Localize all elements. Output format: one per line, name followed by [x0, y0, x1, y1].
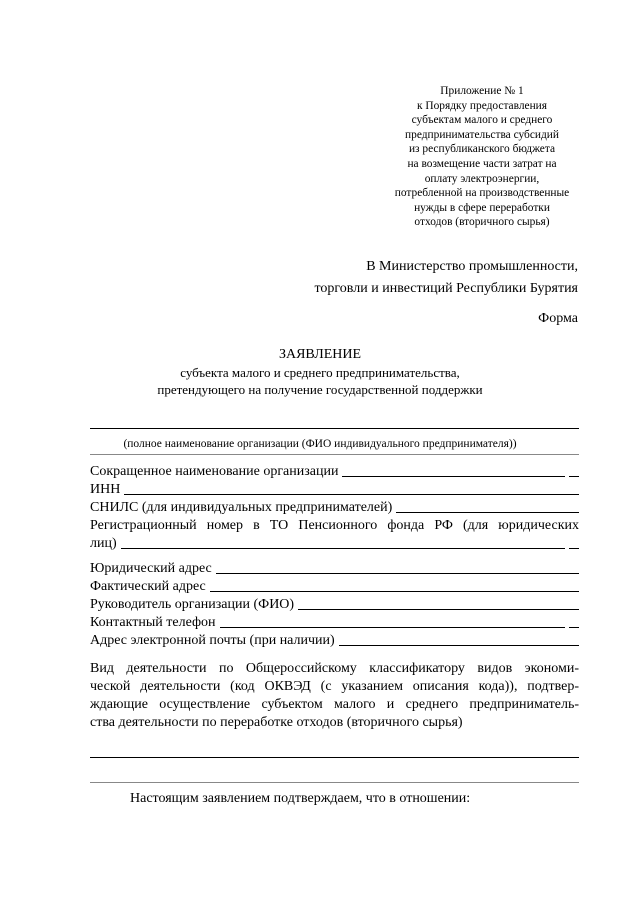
phone-field[interactable]: [90, 613, 579, 631]
email-label: Адрес электронной почты (при наличии): [90, 633, 335, 648]
phone-label: Контактный телефон: [90, 615, 216, 630]
okved-line: ческой деятельности (код ОКВЭД (с указанием описания кода)), подтвер-: [90, 679, 579, 694]
appendix-line: на возмещение части затрат на: [407, 157, 557, 170]
appendix-line: потребленной на производственные: [394, 187, 570, 200]
fields-group-2: [90, 559, 579, 649]
addressee: [314, 256, 578, 300]
email-input[interactable]: [339, 632, 579, 646]
appendix-line: к Порядку предоставления: [416, 99, 548, 112]
subtitle-line: субъекта малого и среднего предпринимательства,: [180, 365, 460, 380]
short-name-field[interactable]: [90, 462, 579, 480]
head-field[interactable]: [90, 595, 579, 613]
addressee-line: В Министерство промышленности,: [366, 259, 578, 274]
reg-number-input[interactable]: [121, 535, 565, 549]
reg-number-label-cont: лиц): [90, 536, 117, 551]
line-tail: [569, 463, 579, 477]
org-name-line[interactable]: [90, 428, 579, 429]
appendix-line: предпринимательства субсидий: [405, 128, 559, 141]
okved-paragraph: [90, 660, 579, 732]
document-subtitle: [0, 364, 640, 398]
appendix-line: нужды в сфере переработки: [414, 201, 550, 214]
line-tail: [569, 535, 579, 549]
inn-input[interactable]: [124, 481, 579, 495]
addressee-line: торговли и инвестиций Республики Бурятия: [314, 281, 578, 296]
actual-address-input[interactable]: [210, 578, 579, 592]
confirmation-text: Настоящим заявлением подтверждаем, что в отношении:: [130, 791, 471, 806]
appendix-line: из республиканского бюджета: [408, 143, 556, 156]
appendix-header: [360, 84, 604, 230]
reg-number-field[interactable]: [90, 534, 579, 552]
okved-line: ждающие осуществление субъектом малого и среднего предприниматель-: [90, 697, 579, 712]
okved-line: ства деятельности по переработке отходов (вторичного сырья): [90, 715, 463, 730]
okved-answer-line[interactable]: [90, 757, 579, 758]
head-label: Руководитель организации (ФИО): [90, 597, 295, 612]
caption-divider: [90, 454, 579, 455]
line-tail: [569, 614, 579, 628]
okved-answer-line-2[interactable]: [90, 782, 579, 783]
org-name-caption: (полное наименование организации (ФИО индивидуального предпринимателя)): [123, 438, 517, 450]
fields-group-1: [90, 462, 579, 552]
actual-address-field[interactable]: [90, 577, 579, 595]
reg-number-label: Регистрационный номер в ТО Пенсионного фонда РФ (для юридических: [90, 518, 579, 533]
email-field[interactable]: [90, 631, 579, 649]
actual-address-label: Фактический адрес: [90, 579, 206, 594]
phone-input[interactable]: [220, 614, 565, 628]
snils-input[interactable]: [396, 499, 579, 513]
appendix-line: субъектам малого и среднего: [411, 114, 553, 127]
document-title: ЗАЯВЛЕНИЕ: [278, 347, 362, 362]
inn-field[interactable]: [90, 480, 579, 498]
legal-address-field[interactable]: [90, 559, 579, 577]
inn-label: ИНН: [90, 482, 121, 497]
appendix-line: отходов (вторичного сырья): [414, 216, 550, 229]
legal-address-label: Юридический адрес: [90, 561, 212, 576]
subtitle-line: претендующего на получение государственной поддержки: [157, 382, 483, 397]
okved-line: Вид деятельности по Общероссийскому классификатору видов экономи-: [90, 661, 579, 676]
short-name-label: Сокращенное наименование организации: [90, 464, 339, 479]
snils-label: СНИЛС (для индивидуальных предпринимателей): [90, 500, 393, 515]
snils-field[interactable]: [90, 498, 579, 516]
head-input[interactable]: [298, 596, 579, 610]
form-label: Форма: [538, 311, 578, 326]
reg-number-field-line1: [90, 516, 579, 534]
appendix-line: Приложение № 1: [440, 85, 524, 97]
legal-address-input[interactable]: [216, 560, 579, 574]
short-name-input[interactable]: [342, 463, 565, 477]
appendix-line: оплату электроэнергии,: [424, 172, 540, 185]
